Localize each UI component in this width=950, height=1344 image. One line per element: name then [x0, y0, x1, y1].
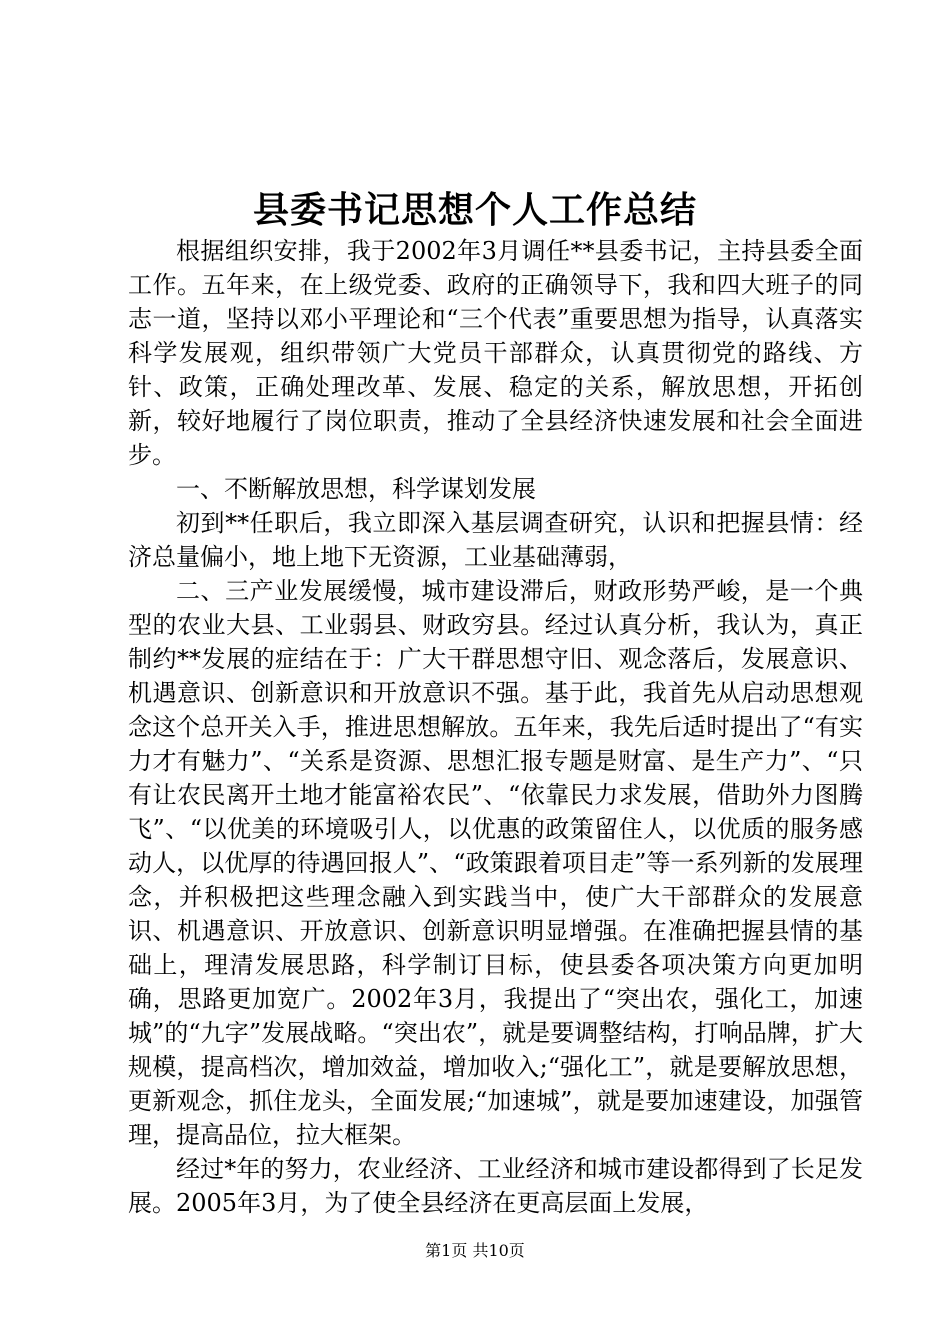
paragraph-progress: 经过*年的努力，农业经济、工业经济和城市建设都得到了长足发展。2005年3月，为了使全县经济在更高层面上发展， [128, 1155, 863, 1217]
paragraph-development-strategy: 二、三产业发展缓慢，城市建设滞后，财政形势严峻，是一个典型的农业大县、工业弱县、财政穷县。经过认真分析，我认为，真正制约**发展的症结在于：广大干群思想守旧、观念落后，发展意识、机遇意识、创新意识和开放意识不强。基于此，我首先从启动思想观念这个总开关入手，推进思想解放。五年来，我先后适时提出了“有实力才有魅力”、“关系是资源、思想汇报专题是财富、是生产力”、“只有让农民离开土地才能富裕农民”、“依靠民力求发展，借助外力图腾飞”、“以优美的环境吸引人，以优惠的政策留住人，以优质的服务感动人，以优厚的待遇回报人”、“政策跟着项目走”等一系列新的发展理念，并积极把这些理念融入到实践当中，使广大干部群众的发展意识、机遇意识、开放意识、创新意识明显增强。在准确把握县情的基础上，理清发展思路，科学制订目标，使县委各项决策方向更加明确，思路更加宽广。2002年3月，我提出了“突出农，强化工，加速城”的“九字”发展战略。“突出农”，就是要调整结构，打响品牌，扩大规模，提高档次，增加效益，增加收入;“强化工”，就是要解放思想，更新观念，抓住龙头，全面发展;“加速城”，就是要加速建设，加强管理，提高品位，拉大框架。 [128, 577, 863, 1149]
section-heading: 一、不断解放思想，科学谋划发展 [176, 475, 536, 503]
document-title: 县委书记思想个人工作总结 [252, 189, 697, 231]
document-body [128, 234, 863, 1220]
page-number-footer: 第1页 共10页 [425, 1241, 525, 1260]
paragraph-county-situation: 初到**任职后，我立即深入基层调查研究，认识和把握县情：经济总量偏小，地上地下无资源，工业基础薄弱， [128, 509, 863, 571]
paragraph-intro: 根据组织安排，我于2002年3月调任**县委书记，主持县委全面工作。五年来，在上级党委、政府的正确领导下，我和四大班子的同志一道，坚持以邓小平理论和“三个代表”重要思想为指导，认真落实科学发展观，组织带领广大党员干部群众，认真贯彻党的路线、方针、政策，正确处理改革、发展、稳定的关系，解放思想，开拓创新，较好地履行了岗位职责，推动了全县经济快速发展和社会全面进步。 [128, 237, 863, 469]
